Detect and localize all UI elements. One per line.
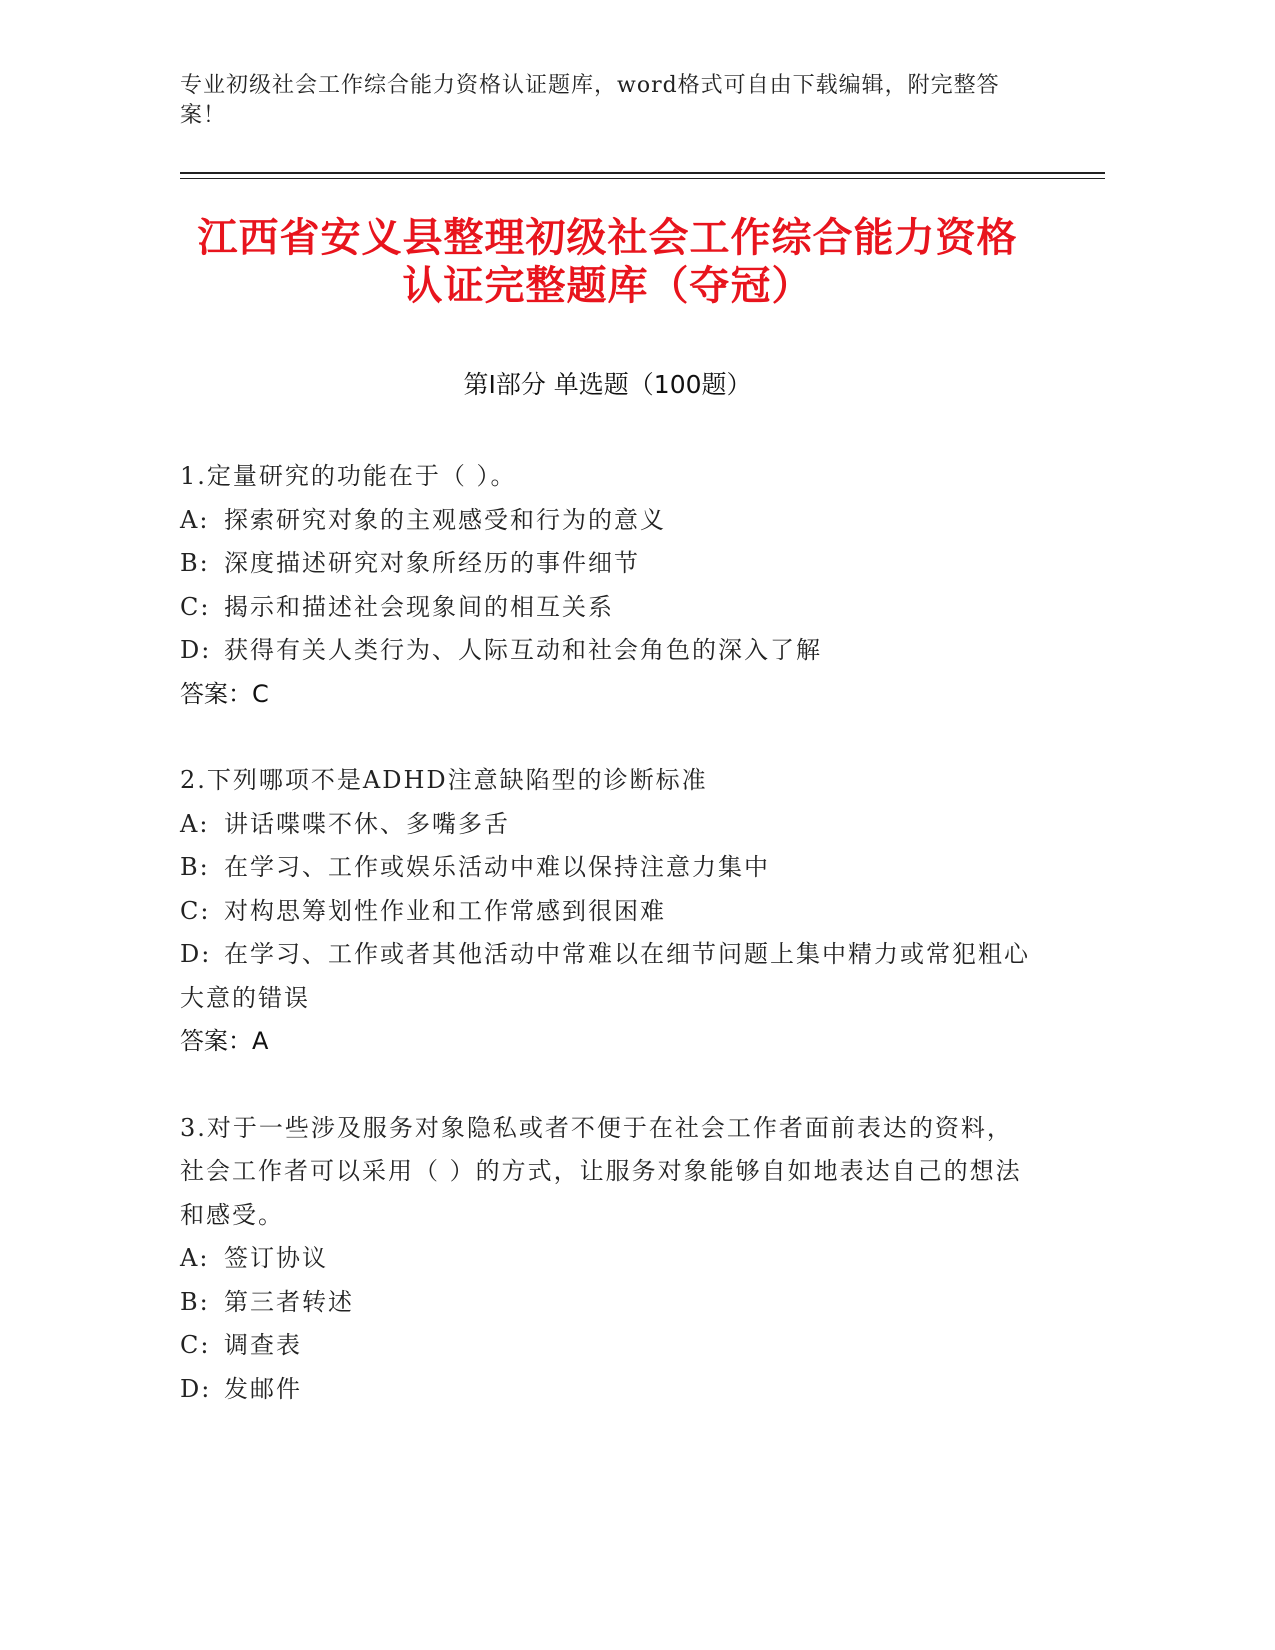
question-1 [180,455,1035,716]
option-a [180,1237,1035,1281]
question-2 [180,759,1035,1064]
option-text: 探索研究对象的主观感受和行为的意义 [224,505,666,534]
option-d [180,933,1035,1020]
option-key: A: [180,1244,210,1272]
option-text: 发邮件 [224,1374,302,1403]
option-text: 深度描述研究对象所经历的事件细节 [224,549,640,577]
option-text: 对构思筹划性作业和工作常感到很困难 [224,896,666,925]
answer-line: 答案：C [180,679,269,708]
option-key: A: [180,505,210,534]
option-text: 揭示和描述社会现象间的相互关系 [224,592,614,621]
header-divider-thin [180,178,1105,179]
option-key: D: [180,1374,212,1403]
option-c [180,890,1035,934]
option-key: C: [180,592,211,621]
option-key: C: [180,1331,211,1359]
question-list [180,455,1035,1454]
question-stem: 3.对于一些涉及服务对象隐私或者不便于在社会工作者面前表达的资料，社会工作者可以采用（ ）的方式，让服务对象能够自如地表达自己的想法和感受。 [180,1113,1022,1229]
option-c [180,586,1035,630]
option-key: D: [180,636,212,664]
option-b [180,1281,1035,1325]
option-text: 签订协议 [224,1244,328,1272]
option-text: 在学习、工作或者其他活动中常难以在细节问题上集中精力或常犯粗心大意的错误 [180,940,1030,1012]
answer-line: 答案：A [180,1027,269,1055]
option-c [180,1324,1035,1368]
option-b [180,542,1035,586]
section-heading: 第Ⅰ部分 单选题（100题） [463,370,752,399]
option-key: A: [180,809,210,838]
option-text: 调查表 [224,1331,302,1359]
option-key: D: [180,940,212,968]
option-d [180,1368,1035,1412]
option-a [180,499,1035,543]
question-stem: 1.定量研究的功能在于（ ）。 [180,462,517,490]
option-d [180,629,1035,673]
option-b [180,846,1035,890]
option-key: B: [180,1287,210,1316]
option-text: 讲话喋喋不休、多嘴多舌 [224,809,510,838]
question-stem: 2.下列哪项不是ADHD注意缺陷型的诊断标准 [180,766,708,794]
option-text: 获得有关人类行为、人际互动和社会角色的深入了解 [224,636,822,664]
header-divider-thick [180,172,1105,174]
option-text: 在学习、工作或娱乐活动中难以保持注意力集中 [224,853,770,881]
option-key: B: [180,549,210,577]
document-title: 江西省安义县整理初级社会工作综合能力资格认证完整题库（夺冠） [197,215,1018,309]
question-3 [180,1107,1035,1412]
option-key: B: [180,853,210,881]
option-a [180,803,1035,847]
header-note: 专业初级社会工作综合能力资格认证题库，word格式可自由下载编辑，附完整答案！ [180,73,1000,128]
option-key: C: [180,896,211,925]
option-text: 第三者转述 [224,1287,354,1316]
